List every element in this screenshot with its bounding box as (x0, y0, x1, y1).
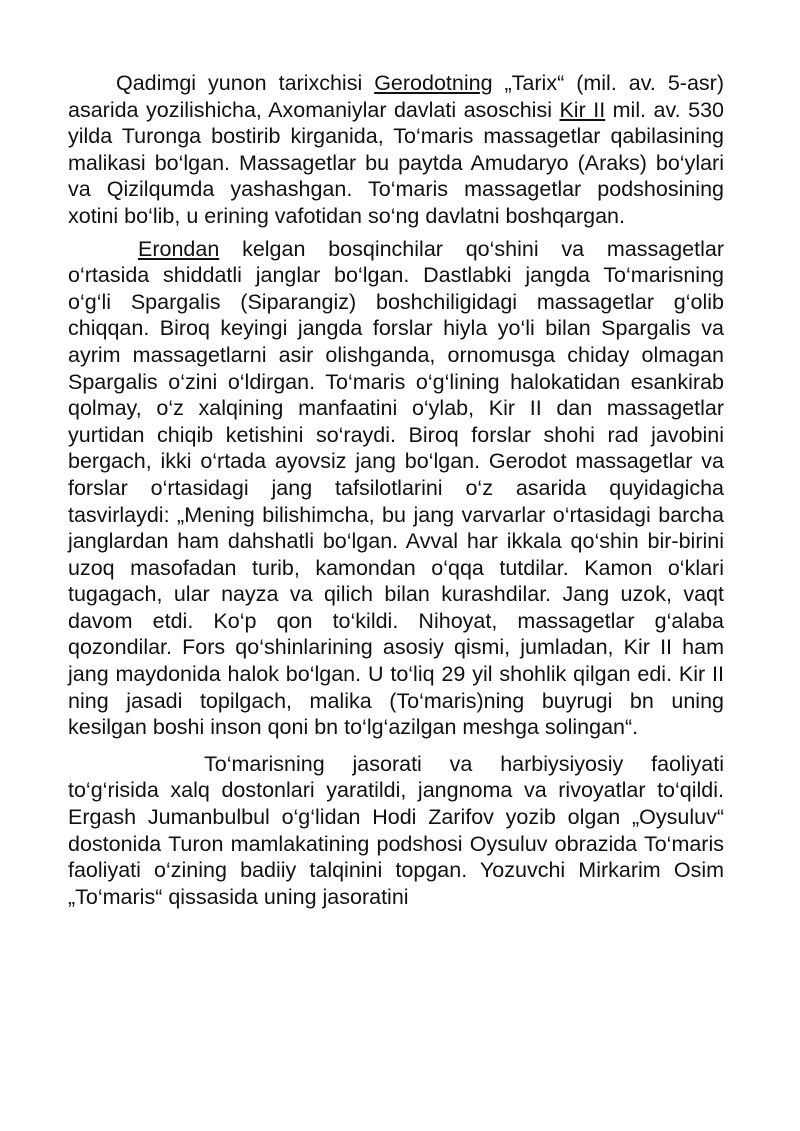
paragraph-1 (68, 70, 724, 230)
link-kir-ii[interactable]: Kir II (559, 97, 606, 122)
paragraph-1-text-a: Qadimgi yunon tarixchisi (116, 71, 375, 95)
link-erondan[interactable]: Erondan (138, 236, 220, 261)
paragraph-2-text: kelgan bosqinchilar qo‘shini va massagetlar o‘rtasida shiddatli janglar bo‘lgan. Dastlabki jangda To‘marisning o‘g‘li Spargalis (Siparangiz) boshchiligidagi massagetlar g‘olib chiqqan. Biroq keyingi jangda forslar hiyla yo‘li bilan Spargalis va ayrim massagetlarni asir olishganda, ornomusga chiday olmagan Spargalis o‘zini o‘ldirgan. To‘maris o‘g‘lining halokatidan esankirab qolmay, o‘z xalqining manfaatini o‘ylab, Kir II dan massagetlar yurtidan chiqib ketishini so‘raydi. Biroq forslar shohi rad javobini bergach, ikki o‘rtada ayovsiz jang bo‘lgan. Gerodot massagetlar va forslar o‘rtasidagi jang tafsilotlarini o‘z asarida quyidagicha tasvirlaydi: „Mening bilishimcha, bu jang varvarlar o‘rtasidagi barcha janglardan ham dahshatli bo‘lgan. Avval har ikkala qo‘shin bir-birini uzoq masofadan turib, kamondan o‘qqa tutdilar. Kamon o‘klari tugagach, ular nayza va qilich bilan kurashdilar. Jang uzok, vaqt davom etdi. Ko‘p qon to‘kildi. Nihoyat, massagetlar g‘alaba qozondilar. Fors qo‘shinlarining asosiy qismi, jumladan, Kir II ham jang maydonida halok bo‘lgan. U to‘liq 29 yil shohlik qilgan edi. Kir II ning jasadi topilgach, malika (To‘maris)ning buyrugi bn uning kesilgan boshi inson qoni bn to‘lg‘azilgan meshga solingan“. (68, 236, 724, 740)
paragraph-1-text-c: mil. av. 530 yilda Turonga bostirib kirganida, To‘maris massagetlar qabilasining malikasi bo‘lgan. Massagetlar bu paytda Amudaryo (Araks) bo‘ylari va Qizilqumda yashashgan. To‘maris massagetlar podshosining xotini bo‘lib, u erining vafotidan so‘ng davlatni boshqargan. (68, 97, 724, 228)
link-gerodotning[interactable]: Gerodotning (374, 71, 493, 95)
paragraph-1-text-b: „Tarix“ (mil. av. 5-asr) asarida yozilishicha, Axomaniylar davlati asoschisi (68, 71, 724, 122)
paragraph-3-text: To‘marisning jasorati va harbiysiyosiy faoliyati to‘g‘risida xalq dostonlari yaratildi, jangnoma va rivoyatlar to‘qildi. Ergash Jumanbulbul o‘g‘lidan Hodi Zarifov yozib olgan „Oysuluv“ dostonida Turon mamlakatining podshosi Oysuluv obrazida To‘maris faoliyati o‘zining badiiy talqinini topgan. Yozuvchi Mirkarim Osim „To‘maris“ qissasida uning jasoratini (68, 751, 724, 909)
paragraph-2 (68, 236, 724, 741)
paragraph-3 (68, 751, 724, 911)
